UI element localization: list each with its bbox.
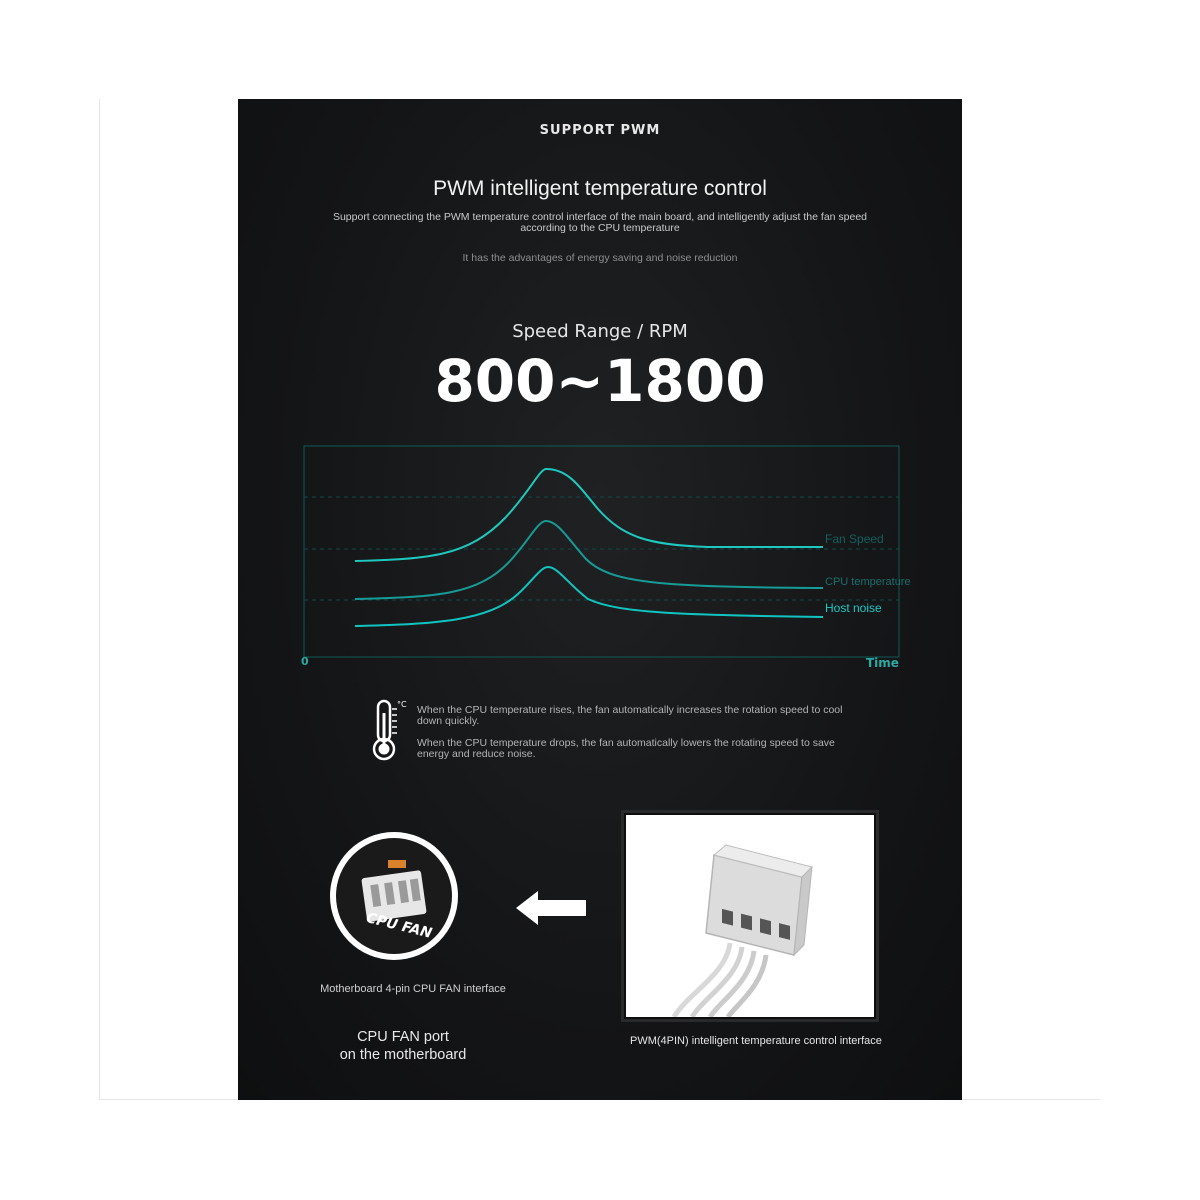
cpu-fan-port-caption <box>298 1028 508 1064</box>
cpu-fan-port-caption-line1: CPU FAN port <box>357 1029 449 1045</box>
legend-fan-speed: Fan Speed <box>825 532 884 546</box>
pwm-connector-photo <box>624 813 876 1019</box>
speed-range-value: 800~1800 <box>434 347 766 415</box>
note-temperature-rise: When the CPU temperature rises, the fan automatically increases the rotation speed to cool down quickly. <box>417 704 843 727</box>
axis-x-label: Time <box>866 656 899 670</box>
speed-range-label: Speed Range / RPM <box>512 321 688 342</box>
cpu-fan-port-caption-line2: on the motherboard <box>339 1047 467 1063</box>
axis-origin-label: 0 <box>301 655 309 668</box>
cpu-fan-silkscreen-label: CPU FAN <box>364 910 434 942</box>
frame-line-left <box>99 99 100 1100</box>
fan-speed-curve <box>355 469 823 561</box>
legend-host-noise: Host noise <box>825 601 882 615</box>
speed-curve-chart <box>238 99 962 699</box>
svg-text:°C: °C <box>397 700 407 709</box>
motherboard-closeup <box>336 838 452 954</box>
cpu-temperature-curve <box>355 521 823 599</box>
advantage-text: It has the advantages of energy saving and noise reduction <box>462 252 738 264</box>
legend-cpu-temperature: CPU temperature <box>825 576 911 588</box>
motherboard-component <box>388 860 406 868</box>
pwm-interface-caption: PWM(4PIN) intelligent temperature control interface <box>630 1035 882 1047</box>
description-text: Support connecting the PWM temperature control interface of the main board, and intelligently adjust the fan speed according to the CPU temperature <box>332 211 868 234</box>
page-title: PWM intelligent temperature control <box>433 177 767 200</box>
motherboard-interface-caption: Motherboard 4-pin CPU FAN interface <box>320 983 506 995</box>
thermometer-icon <box>368 697 414 763</box>
note-temperature-drop: When the CPU temperature drops, the fan automatically lowers the rotating speed to save energy and reduce noise. <box>417 737 835 760</box>
pwm-4pin-plug <box>626 815 874 1017</box>
section-tag: SUPPORT PWM <box>539 123 661 138</box>
arrow-left-icon <box>516 891 586 925</box>
motherboard-header-image <box>330 832 458 960</box>
pwm-poster <box>238 99 962 1100</box>
